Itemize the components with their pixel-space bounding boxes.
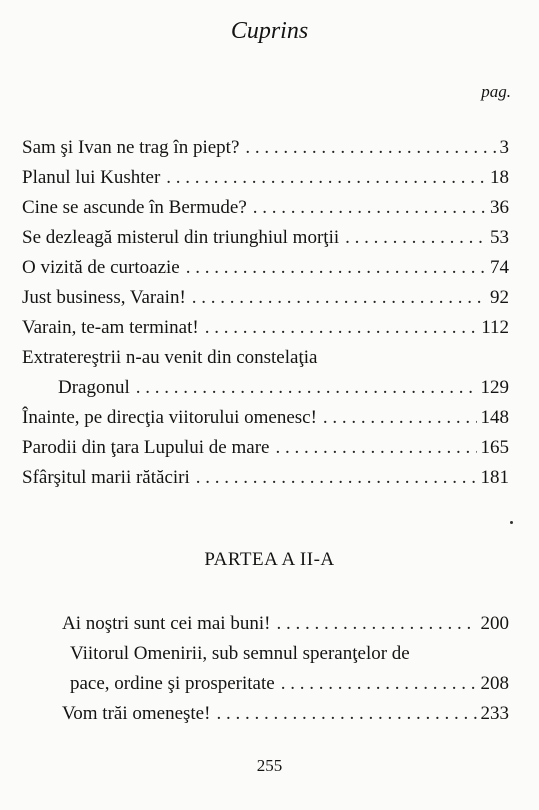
page-number: 255 — [256, 756, 283, 775]
toc-entry-page: 148 — [480, 407, 509, 428]
toc-entry-title: Parodii din ţara Lupului de mare — [22, 437, 270, 458]
toc-entry-page: 129 — [480, 377, 509, 398]
dot-leader — [275, 434, 476, 462]
toc-entry — [22, 254, 509, 282]
toc-entry-title: Vom trăi omeneşte! — [62, 703, 211, 724]
toc-entry-title: Sam şi Ivan ne trag în piept? — [22, 137, 240, 158]
toc-entry-title: Planul lui Kushter — [22, 167, 161, 188]
toc-entry-title-line1: Extratereştrii n-au venit din constelaţia — [22, 347, 318, 368]
toc-entry — [62, 700, 509, 728]
dot-leader — [245, 134, 495, 162]
toc-entry-title: Se dezleagă misterul din triunghiul morţii — [22, 227, 340, 248]
toc-entry-page: 53 — [490, 227, 509, 248]
dot-leader — [253, 194, 486, 222]
toc-entry-page: 200 — [480, 613, 509, 634]
toc-entry — [22, 284, 509, 312]
dot-leader — [345, 224, 486, 252]
toc-entry — [22, 464, 509, 492]
dot-leader — [281, 670, 477, 698]
toc-entry-title: Dragonul — [58, 377, 130, 398]
toc-entry — [22, 194, 509, 222]
toc-entry-title: Varain, te-am terminat! — [22, 317, 199, 338]
toc-entry-page: 92 — [490, 287, 509, 308]
page-column-label: pag. — [481, 82, 511, 101]
toc-entry — [22, 134, 509, 162]
dot-leader — [196, 464, 477, 492]
dot-leader — [323, 404, 477, 432]
toc-entry-page: 74 — [490, 257, 509, 278]
toc-entry-page: 181 — [480, 467, 509, 488]
dot-leader — [186, 254, 486, 282]
toc-entry — [22, 224, 509, 252]
toc-entry-title: Ai noştri sunt cei mai buni! — [62, 613, 271, 634]
toc-entry — [22, 434, 509, 462]
toc-entry — [22, 314, 509, 342]
dot-leader — [166, 164, 486, 192]
section-heading: PARTEA A II-A — [204, 549, 335, 570]
toc-entry — [70, 670, 509, 698]
toc-entry-title: O vizită de curtoazie — [22, 257, 180, 278]
dot-leader — [205, 314, 477, 342]
page-title: Cuprins — [230, 18, 309, 44]
toc-entry-page: 208 — [480, 673, 509, 694]
toc-entry — [22, 404, 509, 432]
toc-entry-title: Sfârşitul marii rătăciri — [22, 467, 190, 488]
toc-entry-page: 18 — [490, 167, 509, 188]
toc-entry-title: pace, ordine şi prosperitate — [70, 673, 275, 694]
dot-leader — [136, 374, 477, 402]
toc-entry-page: 233 — [480, 703, 509, 724]
ink-speck — [510, 521, 513, 524]
toc-entry — [58, 374, 509, 402]
toc-entry-title-line1: Viitorul Omenirii, sub semnul speranţelor de — [70, 643, 410, 664]
dot-leader — [276, 610, 476, 638]
toc-entry-title: Înainte, pe direcţia viitorului omenesc! — [22, 407, 317, 428]
toc-entry-page: 3 — [499, 137, 509, 158]
toc-entry-title: Just business, Varain! — [22, 287, 186, 308]
dot-leader — [192, 284, 486, 312]
dot-leader — [216, 700, 476, 728]
toc-entry-page: 112 — [481, 317, 509, 338]
toc-entry — [22, 164, 509, 192]
toc-entry-page: 165 — [480, 437, 509, 458]
toc-entry-title: Cine se ascunde în Bermude? — [22, 197, 247, 218]
toc-entry-page: 36 — [490, 197, 509, 218]
toc-entry — [62, 610, 509, 638]
